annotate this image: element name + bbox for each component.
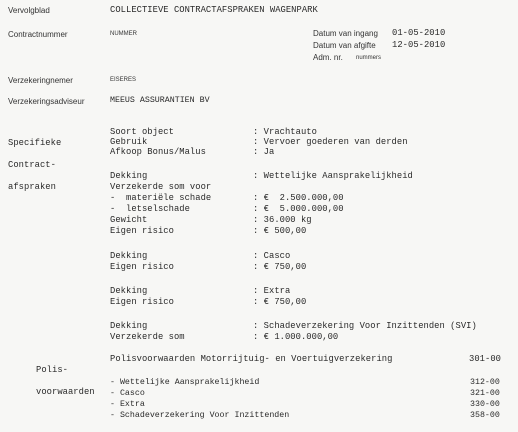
- vervolgblad-label: Vervolgblad: [8, 6, 50, 15]
- adm-value: nummers: [356, 55, 382, 61]
- row-label: Gewicht: [110, 215, 148, 225]
- afgifte-value: 12-05-2010: [392, 40, 446, 50]
- row-value: : € 500,00: [253, 226, 307, 236]
- row-value: : Vervoer goederen van derden: [253, 137, 408, 147]
- adm-label: Adm. nr.: [313, 53, 343, 62]
- row-label: Soort object: [110, 127, 174, 137]
- specifieke-label-line: Specifieke: [8, 138, 62, 148]
- row-label: Dekking: [110, 321, 148, 331]
- row-label: Dekking: [110, 251, 148, 261]
- row-value: : € 2.500.000,00: [253, 193, 344, 203]
- verzekeringnemer-label: Verzekeringnemer: [8, 76, 73, 85]
- polis-label-line: Polis-: [36, 365, 68, 375]
- row-value: : € 5.000.000,00: [253, 204, 344, 214]
- polis-main-title: Polisvoorwaarden Motorrijtuig- en Voertuigverzekering: [110, 354, 393, 364]
- row-value: : Schadeverzekering Voor Inzittenden (SVI): [253, 321, 477, 331]
- row-label: Dekking: [110, 171, 148, 181]
- row-value: : Vrachtauto: [253, 127, 317, 137]
- ingang-label: Datum van ingang: [313, 29, 378, 38]
- specifieke-label: [8, 127, 61, 204]
- row-value: : Casco: [253, 251, 291, 261]
- polis-item-text: - Schadeverzekering Voor Inzittenden: [110, 411, 290, 420]
- specifieke-label-line: Contract-: [8, 160, 56, 170]
- contractnummer-label: Contractnummer: [8, 30, 68, 39]
- contractnummer-value: NUMMER: [110, 31, 137, 37]
- row-value: : € 750,00: [253, 262, 307, 272]
- row-value: : € 750,00: [253, 297, 307, 307]
- verzekeringnemer-value: EISERES: [110, 77, 137, 83]
- polis-main-code: 301-00: [469, 354, 501, 364]
- polis-item-code: 321-00: [470, 389, 500, 398]
- polis-item-text: - Wettelijke Aansprakelijkheid: [110, 378, 260, 387]
- polis-item-code: 312-00: [470, 378, 500, 387]
- specifieke-label-line: afspraken: [8, 182, 56, 192]
- polis-label-line: voorwaarden: [36, 387, 95, 397]
- adviseur-label: Verzekeringsadviseur: [8, 97, 85, 106]
- row-value: : Extra: [253, 286, 291, 296]
- row-label: Eigen risico: [110, 297, 174, 307]
- polis-item-text: - Casco: [110, 389, 145, 398]
- polis-label: [36, 354, 95, 409]
- vervolgblad-value: COLLECTIEVE CONTRACTAFSPRAKEN WAGENPARK: [110, 5, 318, 15]
- row-label: Afkoop Bonus/Malus: [110, 147, 206, 157]
- row-label: Verzekerde som: [110, 332, 185, 342]
- row-value: : € 1.000.000,00: [253, 332, 339, 342]
- row-label: Dekking: [110, 286, 148, 296]
- polis-item-code: 358-00: [470, 411, 500, 420]
- row-label: - materiële schade: [110, 193, 212, 203]
- row-value: : Ja: [253, 147, 275, 157]
- row-value: : Wettelijke Aansprakelijkheid: [253, 171, 413, 181]
- row-value: : 36.000 kg: [253, 215, 312, 225]
- row-label: Eigen risico: [110, 262, 174, 272]
- row-label: Gebruik: [110, 137, 148, 147]
- afgifte-label: Datum van afgifte: [313, 41, 376, 50]
- row-label: Verzekerde som voor: [110, 182, 212, 192]
- row-label: - letselschade: [110, 204, 190, 214]
- polis-item-code: 330-00: [470, 400, 500, 409]
- row-label: Eigen risico: [110, 226, 174, 236]
- polis-item-text: - Extra: [110, 400, 145, 409]
- adviseur-value: MEEUS ASSURANTIEN BV: [110, 96, 210, 105]
- ingang-value: 01-05-2010: [392, 28, 446, 38]
